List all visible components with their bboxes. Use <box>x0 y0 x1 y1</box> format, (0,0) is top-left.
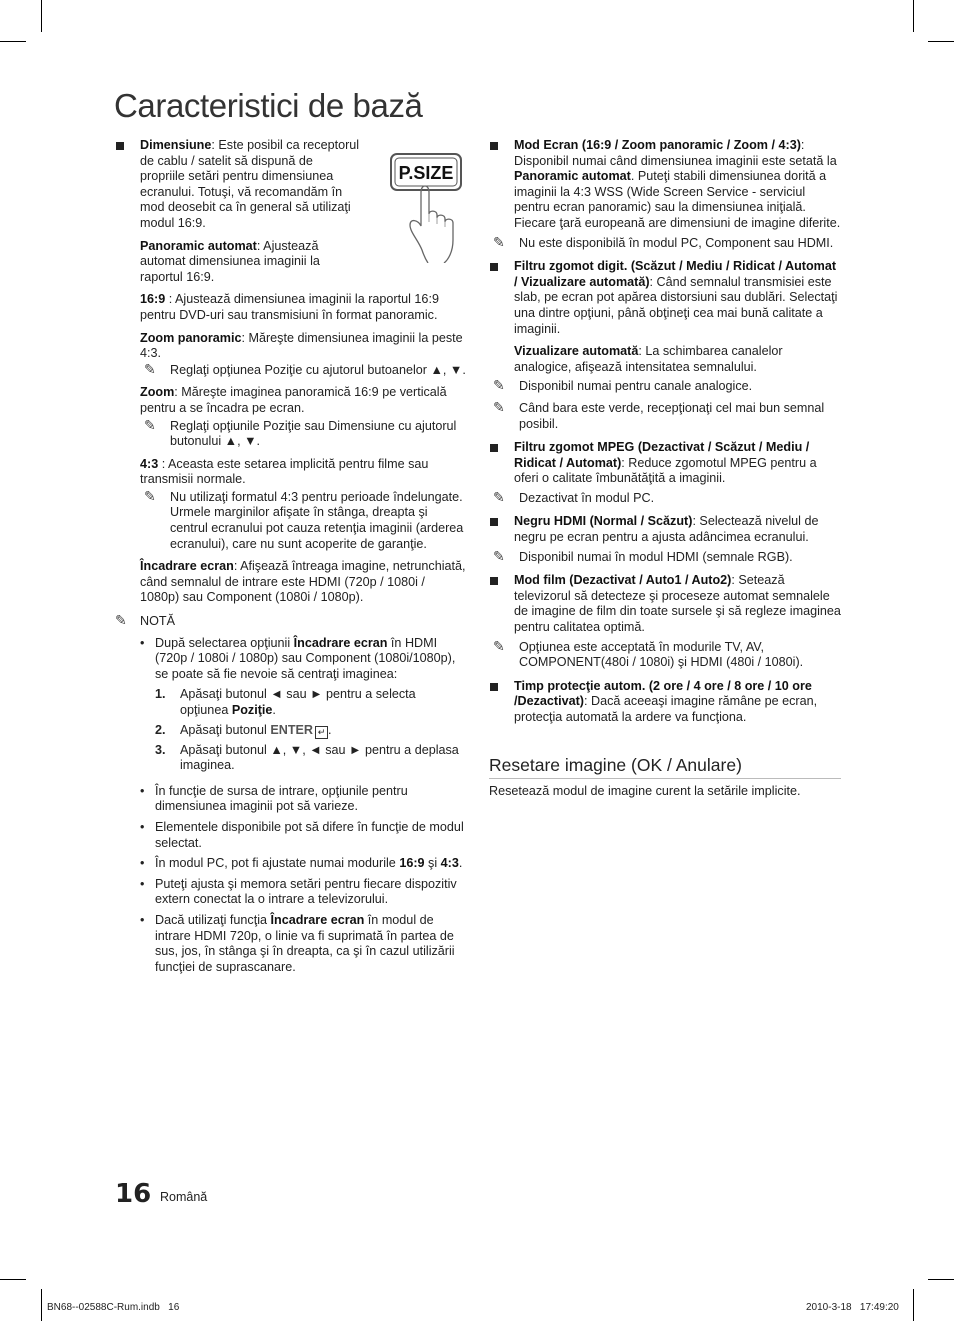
step-text: Apăsaţi butonul <box>180 722 271 737</box>
ratio-4-3-label: 4:3 <box>140 456 159 471</box>
nota-bullet <box>115 784 467 815</box>
bullet-bold: 4:3 <box>440 856 459 871</box>
incadrare-ecran-label: Încadrare ecran <box>140 559 234 574</box>
note-text: Disponibil numai pentru canale analogice. <box>519 379 753 394</box>
vizualizare-automata-text: : La schimbarea canalelor analogice, afişează intensitatea semnalului. <box>514 344 783 374</box>
step-number: 3. <box>155 742 166 757</box>
nota-bullet <box>115 636 467 683</box>
bullet-dot: • <box>140 819 145 834</box>
note-text: Dezactivat în modul PC. <box>519 490 655 505</box>
note-text: Disponibil numai în modul HDMI (semnale RGB). <box>519 549 793 564</box>
note-text: Reglaţi opţiunile Poziţie sau Dimensiune cu ajutorul butonului ▲, ▼. <box>170 418 457 449</box>
step-text: Apăsaţi butonul ◄ sau ► pentru a selecta opţiunea <box>180 687 416 717</box>
crop-mark <box>41 1289 42 1321</box>
note-pencil-icon: ✎ <box>493 377 505 394</box>
zoom-panoramic-label: Zoom panoramic <box>140 330 242 345</box>
note-pencil-icon: ✎ <box>144 416 156 433</box>
page-number: 16 <box>115 1179 152 1209</box>
zoom-text: : Măreşte imaginea panoramică 16:9 pe verticală pentru a se încadra pe ecran. <box>140 385 447 415</box>
bullet-dot: • <box>140 635 145 650</box>
bullet-bold: Încadrare ecran <box>293 635 388 650</box>
note-pencil-icon: ✎ <box>493 547 505 564</box>
negru-note <box>489 547 841 566</box>
bullet-bold: 16:9 <box>399 856 425 871</box>
negru-hdmi-item <box>489 514 841 545</box>
note-text: Reglaţi opţiunea Poziţie cu ajutorul butoanelor ▲, ▼. <box>170 362 466 377</box>
film-note <box>489 637 841 671</box>
incadrare-ecran-item <box>115 559 467 606</box>
nota-bullet <box>115 820 467 851</box>
psize-button-label: P.SIZE <box>398 163 454 183</box>
note-pencil-icon: ✎ <box>493 637 505 654</box>
timp-protectie-text: : Dacă aceeaşi imagine rămâne pe ecran, protecţia automată la ardere va funcţiona. <box>514 694 818 724</box>
viz-note <box>489 398 841 432</box>
ratio-16-9-item <box>140 292 467 323</box>
page-title: Caracteristici de bază <box>114 87 423 124</box>
bullet-text: Puteţi ajusta şi memora setări pentru fiecare dispozitiv extern conectat la o intrare a televizorului. <box>155 876 457 907</box>
timp-protectie-label: Timp protecţie autom. (2 ore / 4 ore / 8 ore / 10 ore /Dezactivat) <box>514 678 812 709</box>
filtru-mpeg-text: : Reduce zgomotul MPEG pentru a oferi o calitate îmbunătăţită a imaginii. <box>514 455 817 486</box>
crop-mark <box>913 1289 914 1321</box>
bullet-dot: • <box>140 783 145 798</box>
ratio-16-9-text: : Ajustează dimensiunea imaginii la raportul 16:9 pentru DVD-uri sau transmisiuni în format panoramic. <box>140 292 439 322</box>
step-bold: Poziţie <box>231 703 273 717</box>
note-pencil-icon: ✎ <box>144 360 156 377</box>
incadrare-ecran-text: : Afişează întreaga imagine, netrunchiată, când semnalul de intrare este HDMI (720p / 1080i / 1080p) sau Component (1080i / 1080p). <box>140 559 466 605</box>
zoom-note <box>115 416 467 450</box>
vizualizare-automata-item <box>514 344 841 375</box>
mod-ecran-label: Mod Ecran (16:9 / Zoom panoramic / Zoom / 4:3) <box>514 138 801 152</box>
dimensiune-text: : Este posibil ca receptorul de cablu / satelit să dispună de propriile setări pentru dimensiunea ecranului. Totuşi, vă recomandăm în mod deosebit ca în general să utilizaţi modul 16:9. <box>140 138 360 230</box>
crop-mark <box>41 0 42 32</box>
mod-film-item <box>489 573 841 635</box>
bullet-text: Elementele disponibile pot să difere în funcţie de modul selectat. <box>155 819 464 850</box>
mod-ecran-note <box>489 233 841 252</box>
bullet-text: şi <box>424 856 441 871</box>
crop-mark <box>913 0 914 32</box>
bullet-text: În modul PC, pot fi ajustate numai modurile <box>155 856 400 871</box>
zoom-item <box>115 385 467 416</box>
mpeg-note <box>489 488 841 507</box>
note-pencil-icon: ✎ <box>493 233 505 250</box>
nota-bullet <box>115 877 467 908</box>
step-item <box>115 687 467 718</box>
note-text: Opţiunea este acceptată în modurile TV, AV, COMPONENT(480i / 1080i) şi HDMI (480i / 1080i). <box>519 639 804 670</box>
step-item <box>115 743 467 774</box>
right-column <box>489 138 841 799</box>
ratio-4-3-text: : Aceasta este setarea implicită pentru filme sau transmisii normale. <box>140 456 429 487</box>
mod-ecran-item <box>489 138 841 232</box>
section-description: Resetează modul de imagine curent la setările implicite. <box>489 783 801 798</box>
left-column <box>115 138 467 980</box>
filtru-mpeg-label: Filtru zgomot MPEG (Dezactivat / Scăzut / Mediu / Ridicat / Automat) <box>514 440 810 470</box>
crop-mark <box>928 1279 954 1280</box>
enter-icon: ↵ <box>315 726 328 739</box>
bullet-dot: • <box>140 912 145 927</box>
step-bold: ENTER <box>270 722 314 737</box>
language-label: Română <box>160 1190 208 1204</box>
nota-bullet <box>115 913 467 975</box>
bullet-text: După selectarea opţiunii <box>155 635 294 650</box>
zoom-panoramic-item <box>140 331 467 362</box>
mod-ecran-bold: Panoramic automat <box>514 169 631 184</box>
step-text: Apăsaţi butonul ▲, ▼, ◄ sau ► pentru a deplasa imaginea. <box>180 742 459 773</box>
zoom-label: Zoom <box>140 385 175 400</box>
bullet-dot: • <box>140 856 145 871</box>
nota-label: NOTĂ <box>140 614 175 629</box>
mod-film-text: : Setează televizorul să detecteze şi proceseze automat semnalele de imagine de film din toate sursele şi să regleze imaginea pentru calitatea optimă. <box>514 573 841 635</box>
step-number: 1. <box>155 687 166 702</box>
note-pencil-icon: ✎ <box>115 612 127 629</box>
zoom-panoramic-note <box>115 360 467 379</box>
panoramic-automat-text: : Ajustează automat dimensiunea imaginii la raportul 16:9. <box>140 238 320 284</box>
bullet-text: . <box>458 856 463 871</box>
note-pencil-icon: ✎ <box>493 398 505 415</box>
viz-note <box>489 379 841 395</box>
nota-bullet <box>115 856 467 872</box>
zoom-panoramic-text: : Măreşte dimensiunea imaginii la peste 4:3. <box>140 330 463 361</box>
negru-hdmi-label: Negru HDMI (Normal / Scăzut) <box>514 514 693 529</box>
bullet-dot: • <box>140 876 145 891</box>
bullet-text: în modul de intrare HDMI 720p, o linie va fi suprimată în partea de sus, jos, în stânga şi în dreapta, ca şi în cazul utilizării funcţiei de suprascanare. <box>155 912 455 974</box>
section-title: Resetare imagine (OK / Anulare) <box>489 754 841 779</box>
ratio-4-3-item <box>115 457 467 488</box>
bullet-text: Dacă utilizaţi funcţia <box>155 912 271 927</box>
bullet-bold: Încadrare ecran <box>270 912 365 927</box>
note-text: Nu utilizaţi formatul 4:3 pentru perioade îndelungate. Urmele marginilor afişate în stânga, dreapta şi centrul ecranului pot cauza retenţia imaginii (arderea ecranului), care nu sunt acoperite de garanţie. <box>170 489 464 551</box>
vizualizare-automata-label: Vizualizare automată <box>514 344 639 359</box>
crop-mark <box>0 1279 26 1280</box>
dimensiune-item <box>115 138 467 362</box>
filtru-digit-text: : Când semnalul transmisiei este slab, pe ecran pot apărea distorsiuni sau dublări. Selectaţi una dintre opţiuni, până obţineţi cea mai bună calitate a imaginii. <box>514 274 838 336</box>
panoramic-automat-item <box>140 239 340 286</box>
crop-mark <box>928 41 954 42</box>
crop-mark <box>0 41 26 42</box>
step-item <box>115 723 467 739</box>
filtru-mpeg-item <box>489 440 841 487</box>
ratio-16-9-label: 16:9 <box>140 292 166 307</box>
nota-heading <box>115 614 467 630</box>
negru-hdmi-text: : Selectează nivelul de negru pe ecran pentru a ajusta adâncimea ecranului. <box>514 514 819 545</box>
panoramic-automat-label: Panoramic automat <box>140 238 257 253</box>
mod-film-label: Mod film (Dezactivat / Auto1 / Auto2) <box>514 573 732 588</box>
timp-protectie-item <box>489 679 841 726</box>
filtru-digit-label: Filtru zgomot digit. (Scăzut / Mediu / Ridicat / Automat / Vizualizare automată) <box>514 259 837 289</box>
note-pencil-icon: ✎ <box>493 488 505 505</box>
step-number: 2. <box>155 722 166 737</box>
footer-file-info: BN68--02588C-Rum.indb 16 <box>47 1302 180 1313</box>
step-text: . <box>328 722 332 737</box>
note-text: Nu este disponibilă în modul PC, Component sau HDMI. <box>519 235 834 250</box>
step-text: . <box>272 703 276 717</box>
filtru-digit-item <box>489 259 841 375</box>
note-text: Când bara este verde, recepţionaţi cel mai bun semnal posibil. <box>519 400 825 431</box>
bullet-text: în HDMI (720p / 1080i / 1080p) sau Component (1080i/1080p), se poate să fie nevoie să centraţi imaginea: <box>155 635 456 681</box>
note-pencil-icon: ✎ <box>144 487 156 504</box>
footer-date: 2010-3-18 17:49:20 <box>806 1302 899 1313</box>
bullet-text: În funcţie de sursa de intrare, opţiunile pentru dimensiunea imaginii pot să varieze. <box>155 783 408 814</box>
ratio-4-3-note <box>115 487 467 552</box>
dimensiune-label: Dimensiune <box>140 138 212 152</box>
mod-ecran-text: : Disponibil numai când dimensiunea imaginii este setată la <box>514 138 837 168</box>
mod-ecran-text: . Puteţi stabili dimensiunea dorită a imaginii la 4:3 WSS (Wide Screen Service - serviciul pentru ecran panoramic) sau la dimensiunea iniţială. Fiecare ţară europeană are dimensiuni de imagine diferite. <box>514 169 841 230</box>
